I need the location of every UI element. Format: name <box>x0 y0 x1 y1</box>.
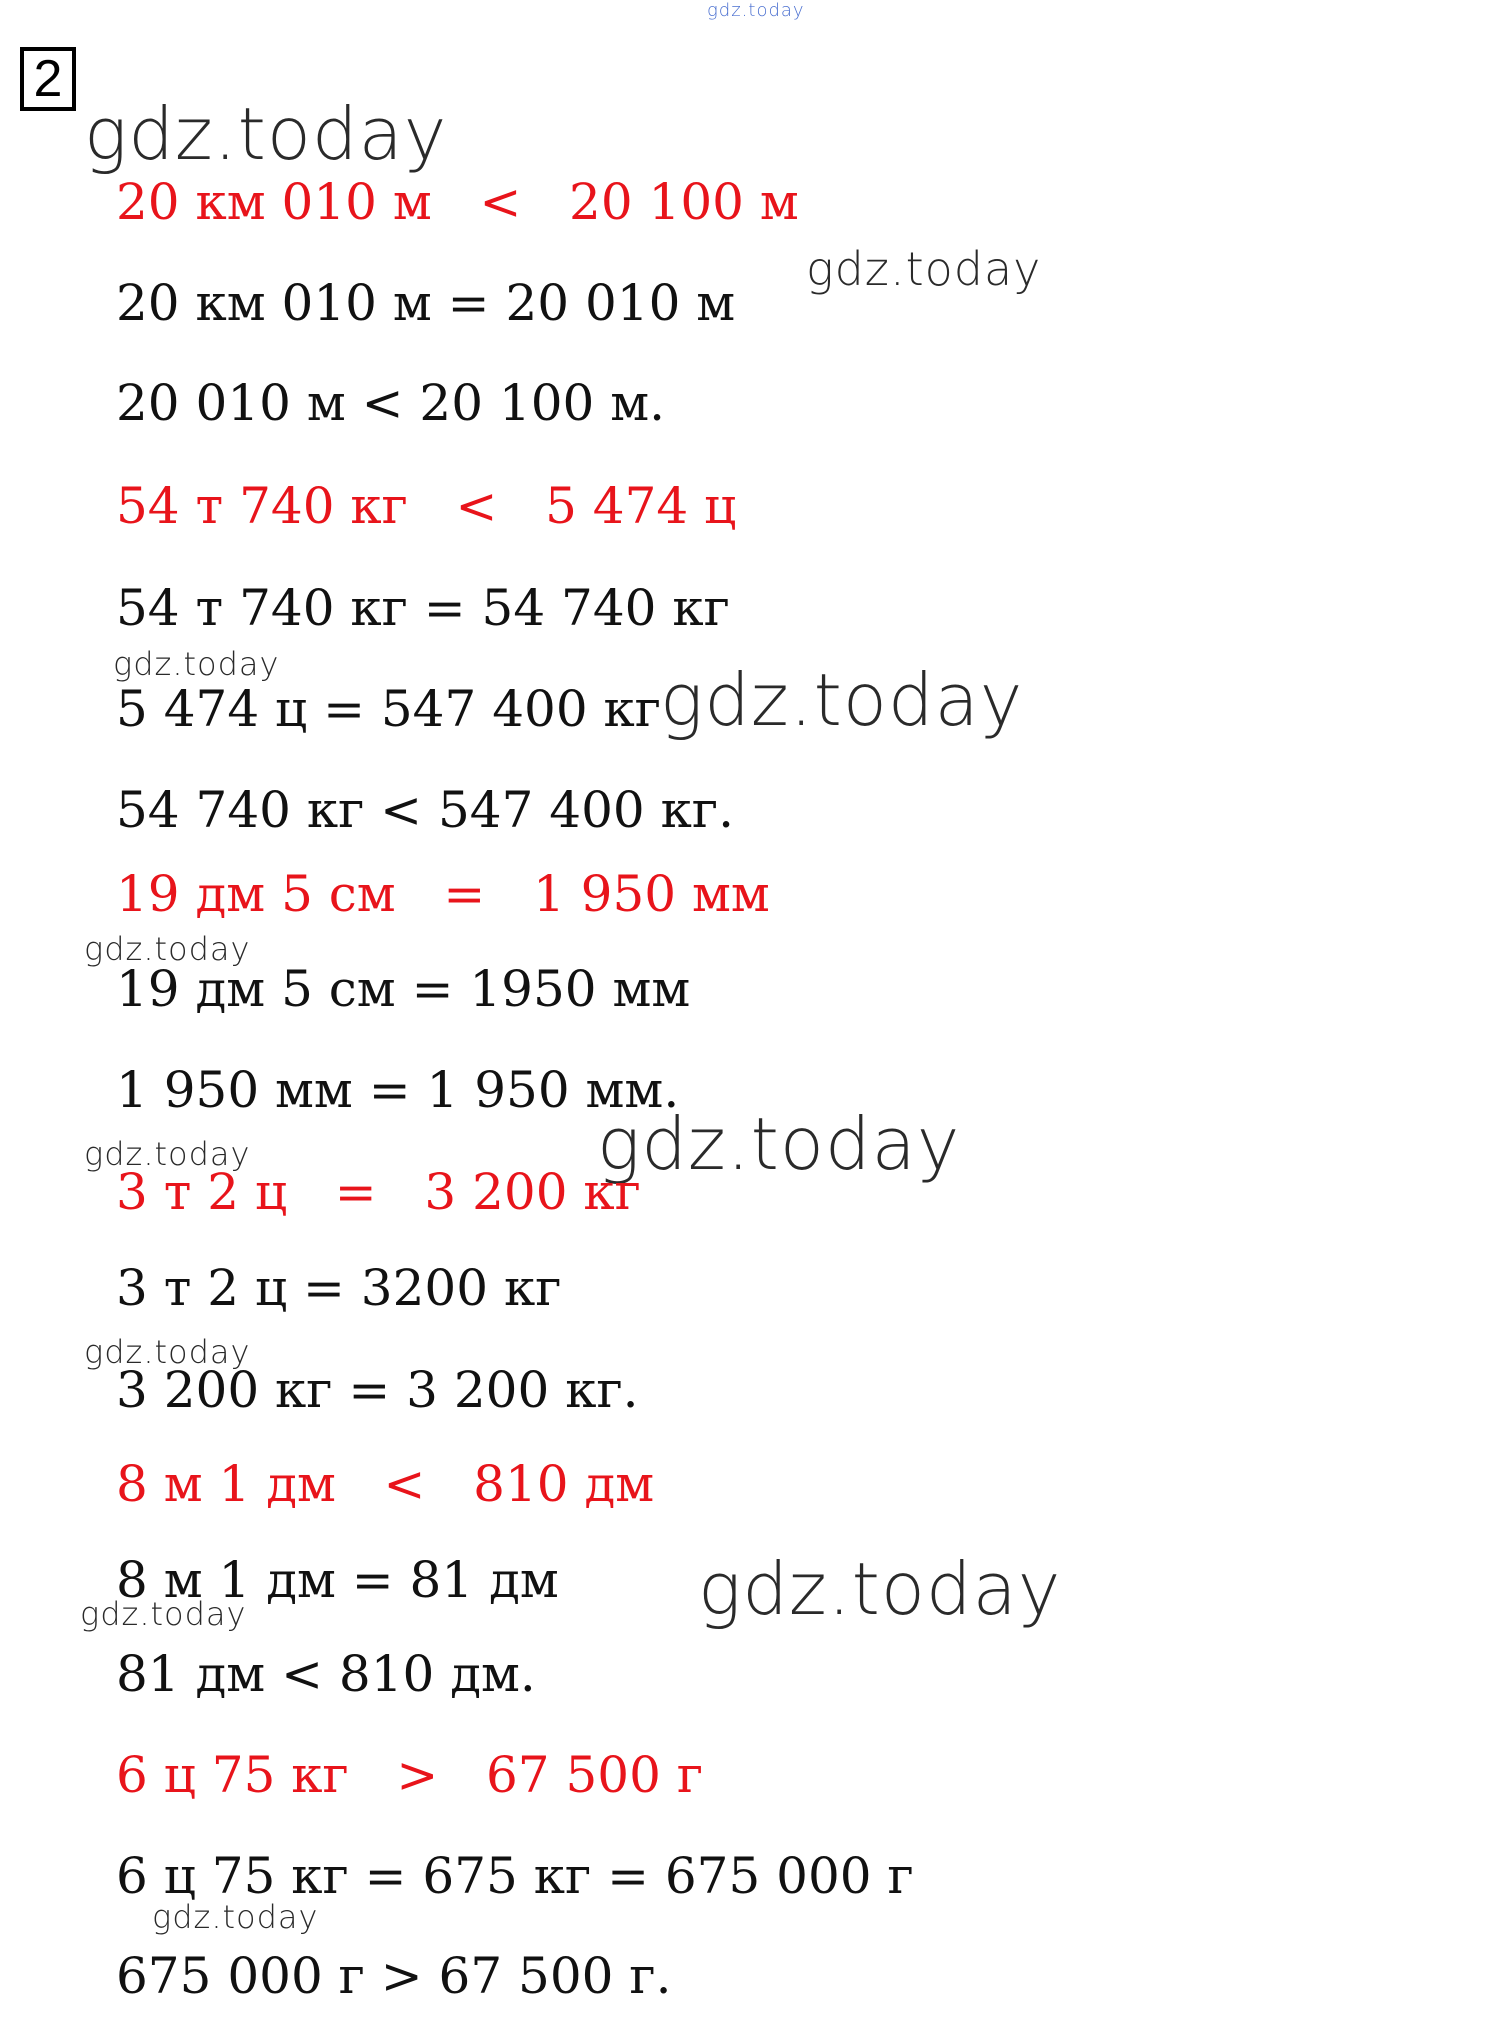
result-line: 3 200 кг = 3 200 кг. <box>116 1361 639 1419</box>
watermark: gdz.today <box>84 930 251 968</box>
step-line: 20 км 010 м = 20 010 м <box>116 274 736 332</box>
watermark: gdz.today <box>597 1102 961 1186</box>
comparison-line-2: 54 т 740 кг < 5 474 ц <box>116 477 737 535</box>
watermark: gdz.today <box>80 1595 247 1633</box>
result-line: 54 740 кг < 547 400 кг. <box>116 781 734 839</box>
watermark: gdz.today <box>152 1898 319 1936</box>
watermark: gdz.today <box>84 1135 251 1173</box>
watermark: gdz.today <box>660 658 1024 742</box>
step-line: 6 ц 75 кг = 675 кг = 675 000 г <box>116 1847 914 1905</box>
comparison-line-6: 6 ц 75 кг > 67 500 г <box>116 1746 704 1804</box>
step-line: 3 т 2 ц = 3200 кг <box>116 1259 562 1317</box>
result-line: 81 дм < 810 дм. <box>116 1645 536 1703</box>
watermark: gdz.today <box>806 242 1042 296</box>
watermark-top: gdz.today <box>707 0 805 21</box>
step-line: 54 т 740 кг = 54 740 кг <box>116 579 730 637</box>
step-line: 8 м 1 дм = 81 дм <box>116 1551 559 1609</box>
step-line: 5 474 ц = 547 400 кг <box>116 680 661 738</box>
result-line: 1 950 мм = 1 950 мм. <box>116 1061 680 1119</box>
result-line: 675 000 г > 67 500 г. <box>116 1947 672 2005</box>
comparison-line-3: 19 дм 5 см = 1 950 мм <box>116 865 770 923</box>
step-line: 19 дм 5 см = 1950 мм <box>116 960 691 1018</box>
watermark: gdz.today <box>113 645 280 683</box>
comparison-line-5: 8 м 1 дм < 810 дм <box>116 1455 655 1513</box>
comparison-line-4: 3 т 2 ц = 3 200 кг <box>116 1163 641 1221</box>
watermark: gdz.today <box>84 1333 251 1371</box>
comparison-line-1: 20 км 010 м < 20 100 м <box>116 173 799 231</box>
watermark: gdz.today <box>698 1547 1062 1631</box>
result-line: 20 010 м < 20 100 м. <box>116 374 666 432</box>
task-number: 2 <box>20 47 76 111</box>
watermark-header: gdz.today <box>84 92 448 176</box>
